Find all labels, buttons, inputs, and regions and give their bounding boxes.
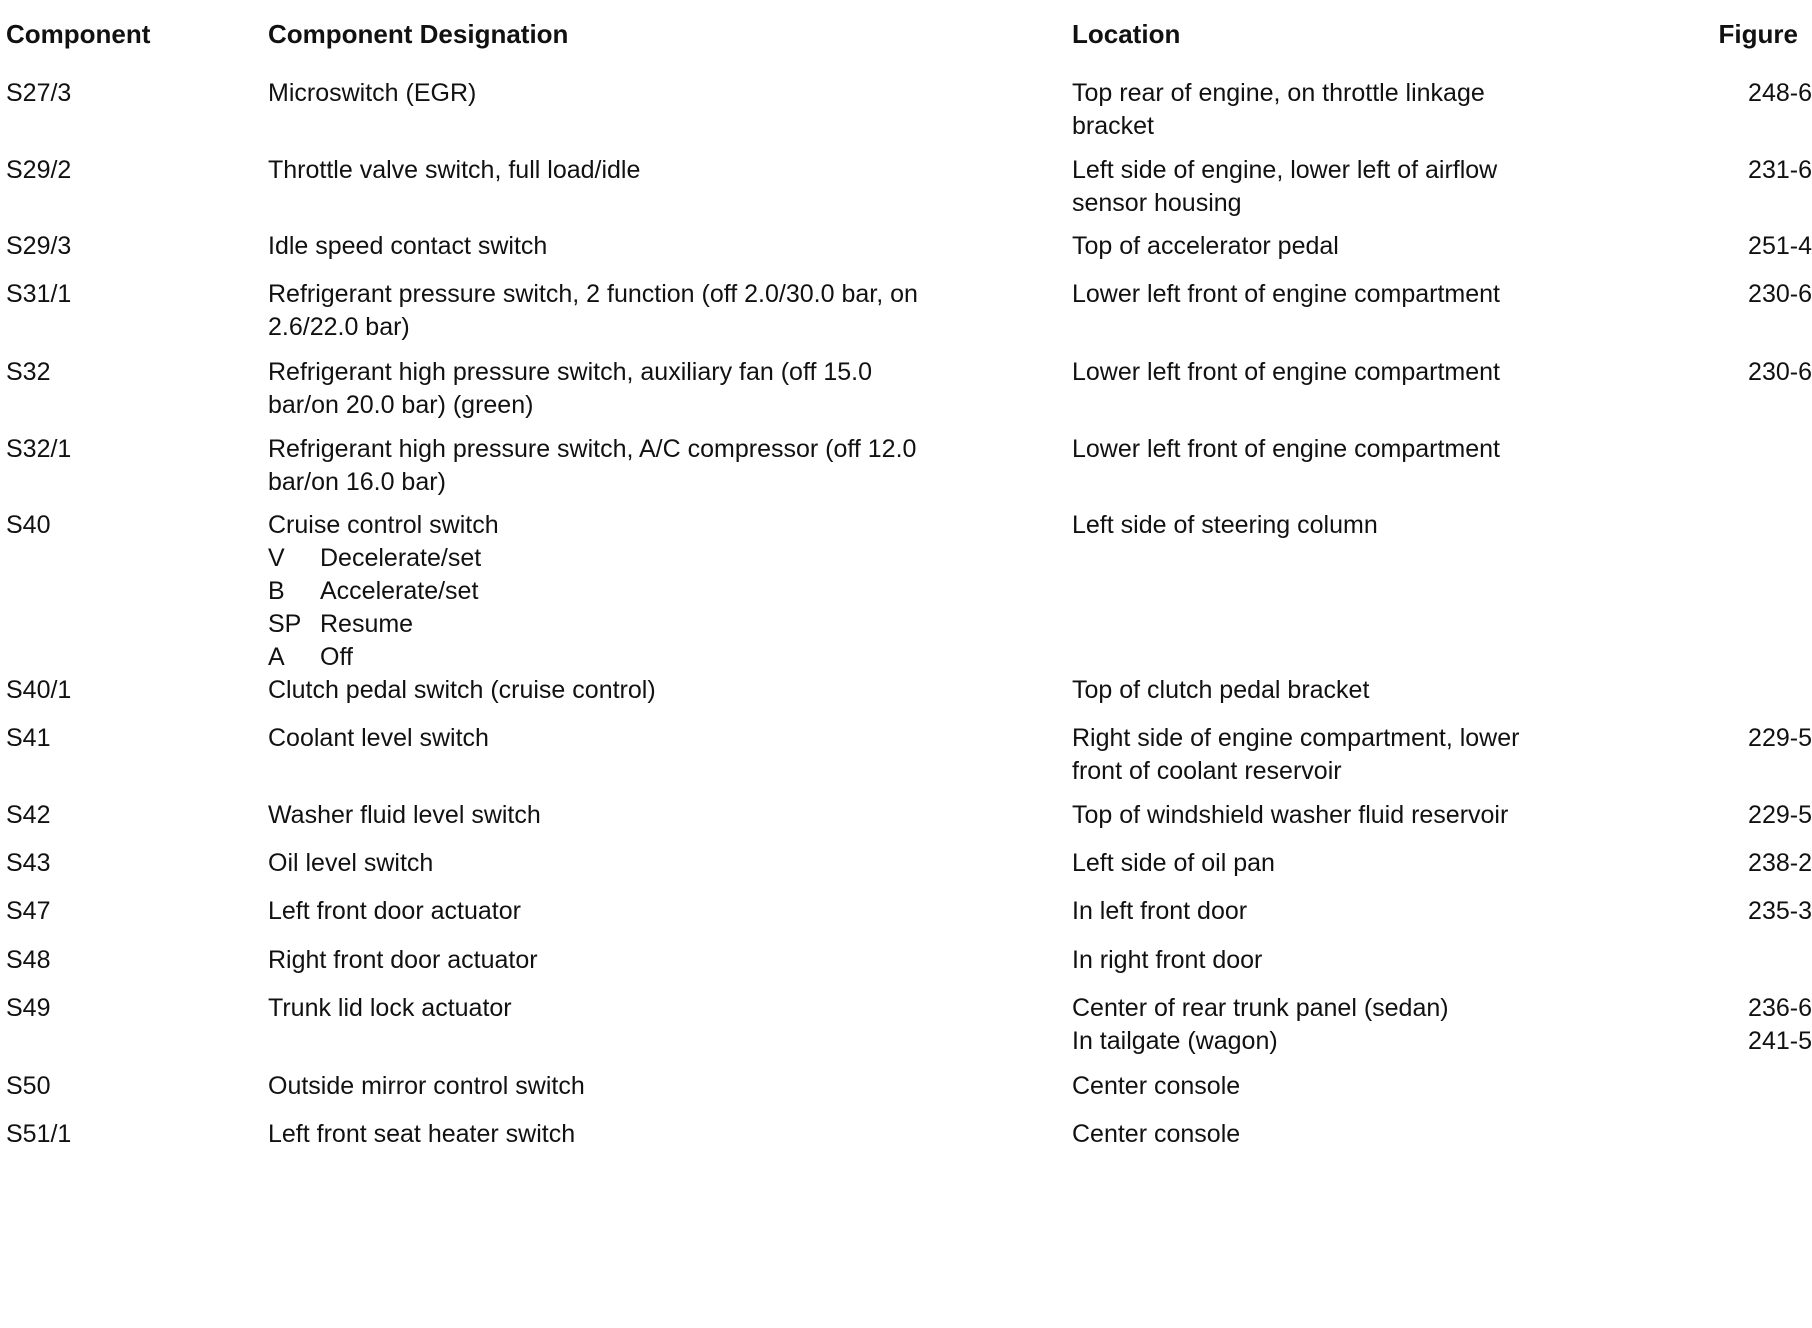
component-designation-line: Throttle valve switch, full load/idle [268,156,641,184]
component-code: S43 [6,849,51,877]
component-code: S51/1 [6,1120,72,1148]
switch-position-item [268,575,1028,608]
switch-position-code: A [268,643,285,671]
component-location-line: Left side of steering column [1072,511,1378,539]
component-location [1072,895,1632,928]
component-location [1072,356,1632,389]
header-designation: Component Designation [268,19,569,49]
figure-reference [1652,154,1812,187]
component-location-line: Left side of oil pan [1072,849,1275,877]
component-location-line: Center console [1072,1120,1241,1148]
component-location-line: Top rear of engine, on throttle linkage [1072,79,1485,107]
figure-reference-line: 241-5 [1748,1027,1812,1055]
component-location [1072,799,1632,832]
component-location-line: Center of rear trunk panel (sedan) [1072,994,1449,1022]
component-location-line: sensor housing [1072,189,1242,217]
component-location [1072,278,1632,311]
component-designation-line: Microswitch (EGR) [268,79,477,107]
component-designation-line: bar/on 20.0 bar) (green) [268,391,534,419]
component-designation-line: 2.6/22.0 bar) [268,313,410,341]
component-location [1072,509,1632,542]
component-designation [268,992,1028,1025]
component-designation-line: Clutch pedal switch (cruise control) [268,676,656,704]
component-designation [268,77,1028,110]
component-location-line: Top of accelerator pedal [1072,232,1339,260]
figure-reference [1652,77,1812,110]
component-location-line: Lower left front of engine compartment [1072,358,1501,386]
component-designation [268,674,1028,707]
figure-reference [1652,356,1812,389]
component-location [1072,847,1632,880]
component-designation-line: bar/on 16.0 bar) [268,468,446,496]
component-location [1072,1118,1632,1151]
component-code: S47 [6,897,51,925]
component-location-line: In right front door [1072,946,1263,974]
component-designation [268,230,1028,263]
component-location-line: Lower left front of engine compartment [1072,435,1501,463]
component-designation [268,722,1028,755]
figure-reference [1652,799,1812,832]
component-location [1072,77,1632,143]
component-location-line: Right side of engine compartment, lower [1072,724,1520,752]
figure-reference [1652,722,1812,755]
header-figure: Figure [1718,19,1798,49]
component-designation [268,799,1028,832]
component-code: S40/1 [6,676,72,704]
component-designation-line: Left front door actuator [268,897,521,925]
figure-reference-line: 248-6 [1748,79,1812,107]
component-location [1072,1070,1632,1103]
figure-reference [1652,895,1812,928]
figure-reference-line: 230-6 [1748,358,1812,386]
figure-reference-line: 238-2 [1748,849,1812,877]
component-designation [268,895,1028,928]
figure-reference-line: 229-5 [1748,724,1812,752]
component-designation-line: Outside mirror control switch [268,1072,585,1100]
switch-position-label: Resume [320,610,414,638]
figure-reference-line: 230-6 [1748,280,1812,308]
component-location-line: bracket [1072,112,1154,140]
figure-reference-line: 236-6 [1748,994,1812,1022]
switch-position-code: SP [268,610,302,638]
component-designation-line: Refrigerant high pressure switch, A/C compressor (off 12.0 [268,435,917,463]
component-designation [268,356,1028,422]
component-code: S48 [6,946,51,974]
component-designation-line: Trunk lid lock actuator [268,994,512,1022]
component-code: S32/1 [6,435,72,463]
component-location-line: In left front door [1072,897,1248,925]
component-location [1072,674,1632,707]
component-code: S32 [6,358,51,386]
switch-position-code: B [268,577,285,605]
component-location [1072,722,1632,788]
component-designation [268,1070,1028,1103]
figure-reference-line: 229-5 [1748,801,1812,829]
component-designation [268,433,1028,499]
component-location-line: Center console [1072,1072,1241,1100]
component-designation [268,154,1028,187]
component-designation-line: Cruise control switch [268,511,499,539]
switch-position-item [268,641,1028,674]
component-designation-line: Right front door actuator [268,946,538,974]
component-code: S27/3 [6,79,72,107]
figure-reference-line: 231-6 [1748,156,1812,184]
component-code: S29/3 [6,232,72,260]
component-location [1072,433,1632,466]
component-designation-line: Washer fluid level switch [268,801,541,829]
component-designation [268,847,1028,880]
figure-reference-line: 235-3 [1748,897,1812,925]
switch-position-item [268,542,1028,575]
switch-position-code: V [268,544,285,572]
header-location: Location [1072,19,1181,49]
component-code: S31/1 [6,280,72,308]
component-designation-line: Coolant level switch [268,724,489,752]
switch-position-label: Decelerate/set [320,544,482,572]
component-designation [268,509,1028,674]
component-location-line: Lower left front of engine compartment [1072,280,1501,308]
component-designation-line: Refrigerant pressure switch, 2 function (off 2.0/30.0 bar, on [268,280,918,308]
component-location [1072,154,1632,220]
figure-reference [1652,992,1812,1058]
component-code: S40 [6,511,51,539]
component-location-line: Top of windshield washer fluid reservoir [1072,801,1509,829]
figure-reference [1652,847,1812,880]
component-code: S41 [6,724,51,752]
component-designation-line: Refrigerant high pressure switch, auxiliary fan (off 15.0 [268,358,873,386]
figure-reference [1652,278,1812,311]
switch-position-label: Off [320,643,353,671]
component-designation-line: Left front seat heater switch [268,1120,576,1148]
component-designation [268,944,1028,977]
component-location [1072,230,1632,263]
component-location [1072,992,1632,1058]
figure-reference-line: 251-4 [1748,232,1812,260]
component-designation-line: Oil level switch [268,849,434,877]
figure-reference [1652,230,1812,263]
component-designation [268,1118,1028,1151]
switch-position-item [268,608,1028,641]
header-component: Component [6,19,151,49]
component-code: S29/2 [6,156,72,184]
component-location-line: front of coolant reservoir [1072,757,1342,785]
component-location-line: Top of clutch pedal bracket [1072,676,1370,704]
component-code: S42 [6,801,51,829]
component-designation-line: Idle speed contact switch [268,232,548,260]
component-location-line: In tailgate (wagon) [1072,1027,1278,1055]
component-designation [268,278,1028,344]
switch-position-label: Accelerate/set [320,577,479,605]
component-code: S49 [6,994,51,1022]
component-location [1072,944,1632,977]
component-code: S50 [6,1072,51,1100]
component-location-line: Left side of engine, lower left of airflow [1072,156,1498,184]
